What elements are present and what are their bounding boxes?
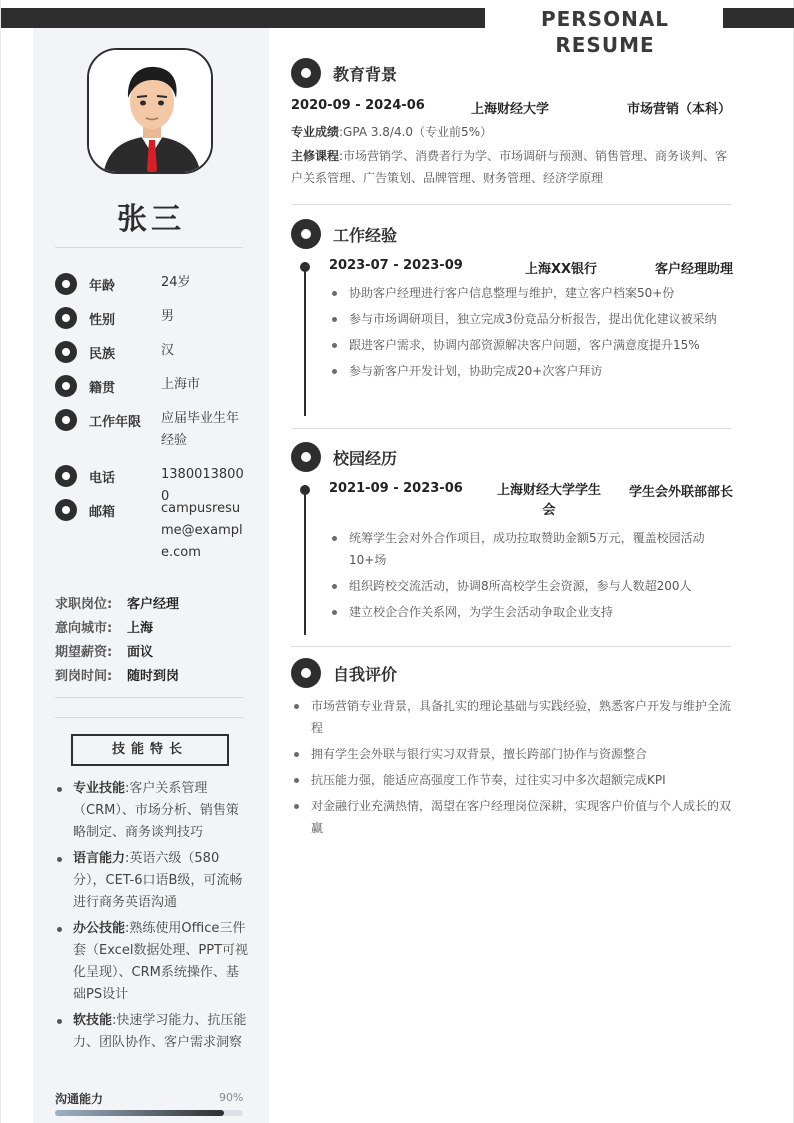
info-value: 上海市 [161,377,201,392]
campus-timeline [304,485,306,635]
campus-period: 2021-09 - 2023-06 [329,481,463,496]
header-bar-left [1,8,485,28]
section-icon [291,658,321,688]
work-role: 客户经理助理 [654,262,733,277]
job-label: 求职岗位: [55,597,113,612]
list-item: 跟进客户需求，协调内部资源解决客户问题，客户满意度提升15% [329,334,733,356]
header-bar-right [723,8,794,28]
self-bullets [291,695,731,843]
list-item: 抗压能力强，能适应高强度工作节奏，过往实习中多次超额完成KPI [291,769,731,791]
skill-item [55,848,251,914]
section-title: 教育背景 [333,65,398,84]
work-timeline [304,262,306,416]
info-label: 籍贯 [89,381,116,396]
skill-label: 专业技能 [73,781,126,796]
divider [55,697,243,698]
info-label: 性别 [89,313,116,328]
sidebar [33,28,269,1123]
work-bullets [329,282,733,386]
list-item: 拥有学生会外联与银行实习双背景，擅长跨部门协作与资源整合 [291,743,731,765]
job-city [55,617,154,636]
courses-label: 主修课程 [291,149,340,163]
section-icon [291,219,321,249]
info-value: 男 [161,309,175,324]
job-value: 随时到岗 [127,669,180,684]
gpa-text: :GPA 3.8/4.0（专业前5%） [339,125,493,139]
divider [55,247,243,248]
info-value: 13800138000 [161,467,244,504]
skill-item [55,1010,251,1054]
bullet-icon [55,375,77,397]
job-start [55,665,180,684]
info-label: 年龄 [89,279,116,294]
skill-item [55,778,251,844]
campus-row [329,481,733,521]
job-value: 客户经理 [127,597,180,612]
skill-text: :客户关系管理（CRM）、市场分析、销售策略制定、商务谈判技巧 [73,781,239,840]
skill-bar-fill [55,1110,224,1116]
bullet-icon [55,465,77,487]
candidate-name: 张三 [117,202,185,237]
skill-text: :英语六级（580分），CET-6口语B级，可流畅进行商务英语沟通 [73,851,243,910]
info-label: 电话 [89,471,116,486]
campus-bullets [329,527,733,627]
info-value: 24岁 [161,275,191,290]
bullet-icon [55,307,77,329]
info-label: 民族 [89,347,116,362]
education-courses [291,145,731,189]
bullet-icon [55,273,77,295]
education-gpa [291,121,731,143]
bullet-icon [55,499,77,521]
skill-item [55,918,251,1006]
avatar-illustration [89,50,213,174]
skill-bar-percent: 90% [219,1091,244,1104]
skill-text: :快速学习能力、抗压能力、团队协作、客户需求洞察 [73,1013,247,1050]
list-item: 统筹学生会对外合作项目，成功拉取赞助金额5万元，覆盖校园活动10+场 [329,527,733,571]
work-row [329,258,733,278]
info-label: 工作年限 [89,415,142,430]
skill-bar-label: 沟通能力 [55,1092,104,1106]
divider [291,204,731,205]
job-value: 面议 [127,645,154,660]
section-icon [291,442,321,472]
list-item: 组织跨校交流活动，协调8所高校学生会资源，参与人数超200人 [329,575,733,597]
list-item: 市场营销专业背景，具备扎实的理论基础与实践经验，熟悉客户开发与维护全流程 [291,695,731,739]
section-title: 校园经历 [333,449,398,468]
info-value: 汉 [161,343,175,358]
section-title: 自我评价 [333,665,398,684]
education-school: 上海财经大学 [471,102,550,117]
skill-bar-track [55,1110,243,1116]
list-item: 参与新客户开发计划，协助完成20+次客户拜访 [329,360,733,382]
courses-text: :市场营销学、消费者行为学、市场调研与预测、销售管理、商务谈判、客户关系管理、广告策划、品牌管理、财务管理、经济学原理 [291,149,728,185]
job-label: 意向城市: [55,621,113,636]
divider [291,646,731,647]
list-item: 协助客户经理进行客户信息整理与维护，建立客户档案50+份 [329,282,733,304]
job-value: 上海 [127,621,154,636]
info-value: campusresume@example.com [161,501,243,560]
header-title: PERSONAL RESUME [540,7,670,57]
list-item: 对金融行业充满热情，渴望在客户经理岗位深耕，实现客户价值与个人成长的双赢 [291,795,731,839]
bullet-icon [55,341,77,363]
education-row [291,98,731,118]
job-label: 到岗时间: [55,669,113,684]
timeline-dot [300,485,310,495]
divider [291,428,731,429]
skill-label: 办公技能 [73,921,126,936]
education-major: 市场营销（本科） [626,102,731,117]
info-value: 应届毕业生年经验 [161,411,240,448]
campus-org: 上海财经大学学生会 [496,483,601,518]
campus-role: 学生会外联部部长 [628,485,733,500]
info-label: 邮箱 [89,505,116,520]
section-title: 工作经验 [333,226,398,245]
divider [55,717,243,718]
skill-text: :熟练使用Office三件套（Excel数据处理、PPT可视化呈现）、CRM系统操作、基础PS设计 [73,921,249,1002]
skill-label: 软技能 [73,1013,113,1028]
job-salary [55,641,154,660]
skills-title: 技能特长 [71,734,229,766]
job-position [55,593,180,612]
work-org: 上海XX银行 [525,262,598,277]
work-period: 2023-07 - 2023-09 [329,258,463,273]
list-item: 建立校企合作关系网，为学生会活动争取企业支持 [329,601,733,623]
job-label: 期望薪资: [55,645,113,660]
gpa-label: 专业成绩 [291,125,340,139]
section-icon [291,58,321,88]
skill-label: 语言能力 [73,851,126,866]
bullet-icon [55,409,77,431]
education-period: 2020-09 - 2024-06 [291,98,425,113]
avatar [87,48,213,174]
timeline-dot [300,262,310,272]
skill-list [55,778,251,1058]
list-item: 参与市场调研项目，独立完成3份竞品分析报告，提出优化建议被采纳 [329,308,733,330]
